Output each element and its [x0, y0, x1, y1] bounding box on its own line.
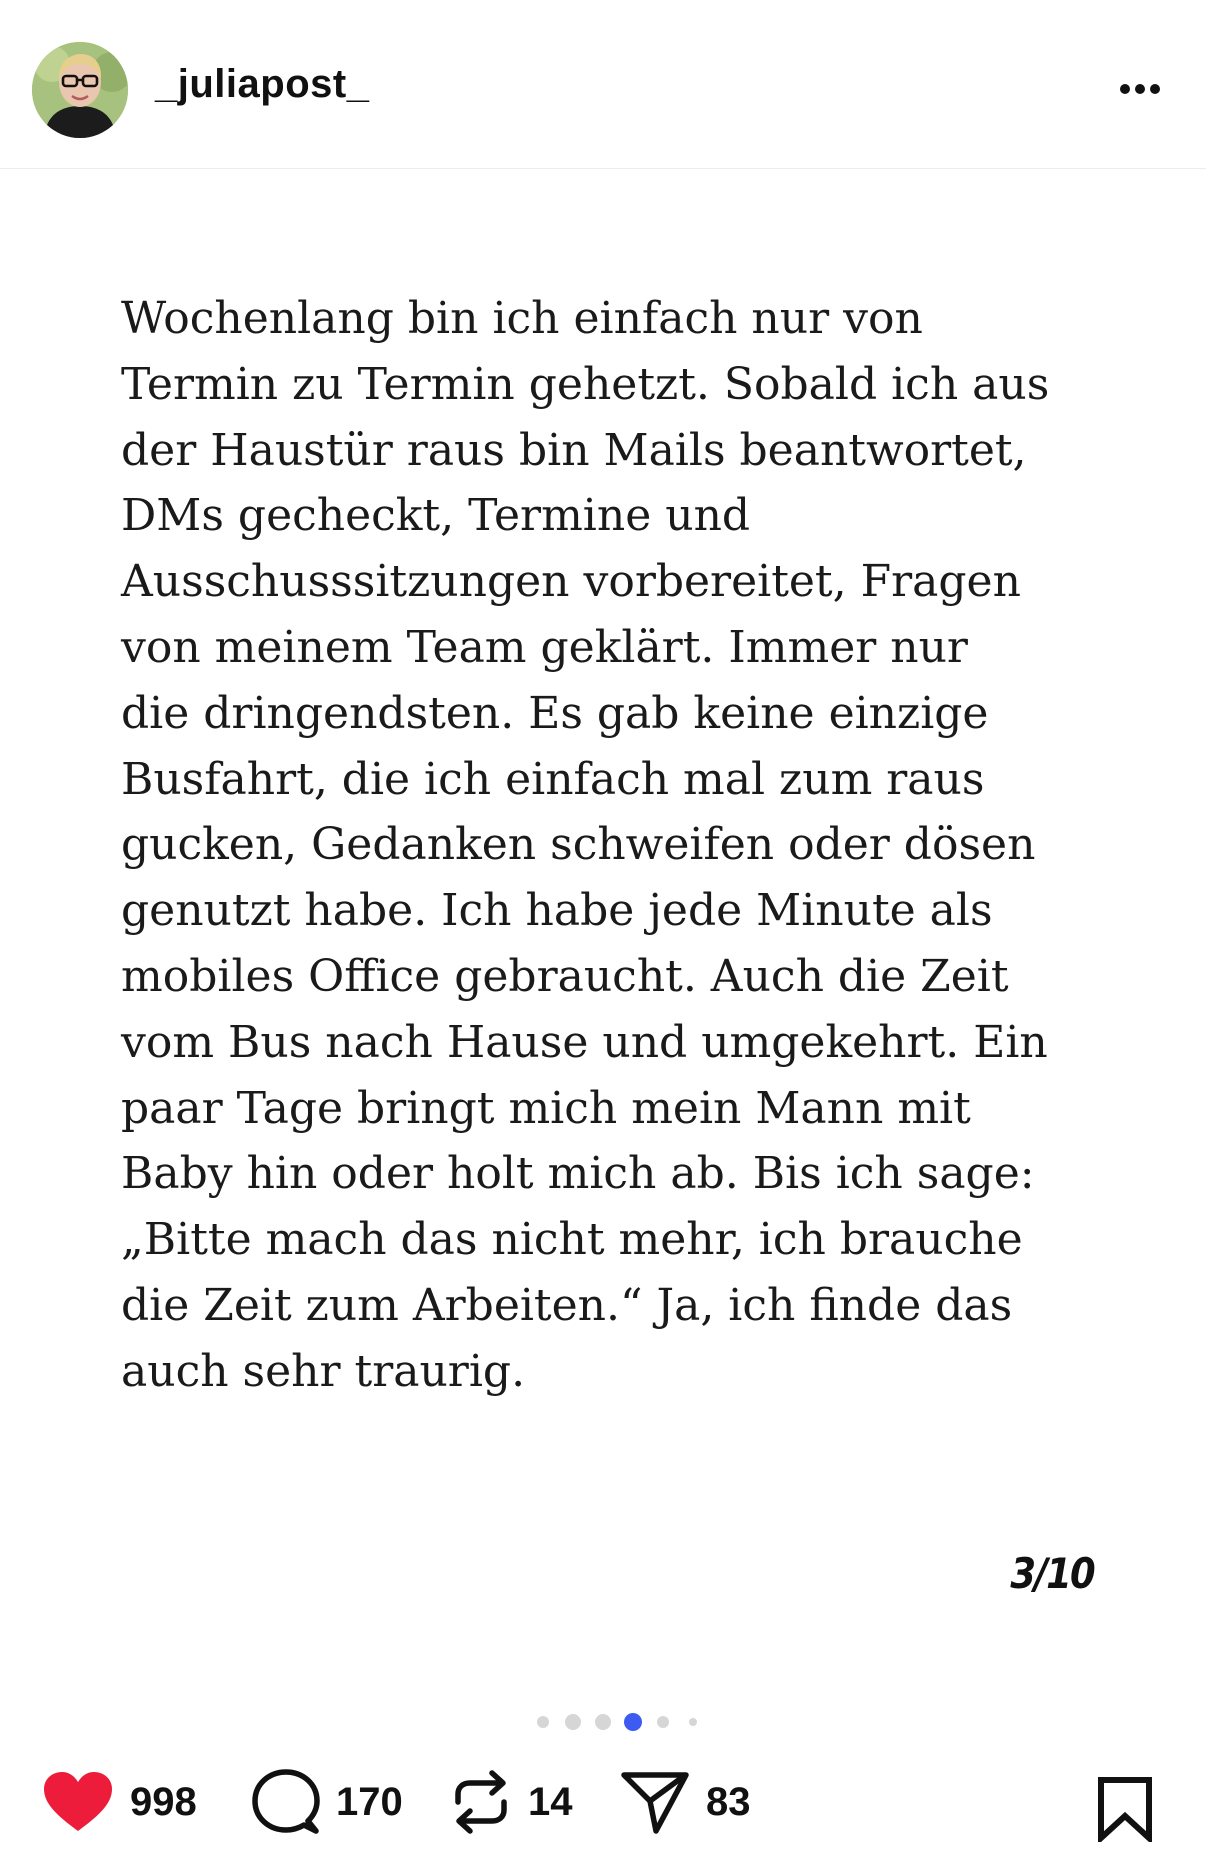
- paper-plane-icon: [620, 1769, 690, 1835]
- carousel-dot: [565, 1714, 581, 1730]
- share-count: 83: [706, 1779, 751, 1824]
- post-text-line: Baby hin oder holt mich ab. Bis ich sage:: [121, 1148, 1035, 1200]
- post-text-line: gucken, Gedanken schweifen oder dösen: [121, 819, 1036, 871]
- save-button[interactable]: [1096, 1776, 1154, 1847]
- post-text-line: genutzt habe. Ich habe jede Minute als: [121, 885, 993, 937]
- carousel-dot: [595, 1714, 611, 1730]
- post-text: [121, 286, 1111, 1405]
- post-text-line: von meinem Team geklärt. Immer nur: [121, 621, 968, 673]
- post-text-line: Wochenlang bin ich einfach nur von: [121, 293, 923, 344]
- post-text-line: die dringendsten. Es gab keine einzige: [121, 687, 989, 739]
- post-text-line: mobiles Office gebraucht. Auch die Zeit: [121, 950, 1009, 1002]
- page-indicator: 3/10: [1010, 1549, 1094, 1598]
- post-text-line: auch sehr traurig.: [121, 1345, 526, 1397]
- like-button[interactable]: [42, 1760, 197, 1844]
- like-count: 998: [130, 1779, 197, 1824]
- post-text-line: der Haustür raus bin Mails beantwortet,: [121, 424, 1027, 476]
- repost-count: 14: [528, 1779, 573, 1824]
- post-image[interactable]: [0, 169, 1206, 1659]
- carousel-dot-active: [624, 1713, 642, 1731]
- post-text-line: vom Bus nach Hause und umgekehrt. Ein: [121, 1016, 1048, 1068]
- post-text-line: paar Tage bringt mich mein Mann mit: [121, 1082, 971, 1134]
- speech-bubble-icon: [252, 1768, 320, 1836]
- share-button[interactable]: [620, 1760, 751, 1844]
- post-text-line: DMs gecheckt, Termine und: [121, 490, 751, 542]
- post-text-line: „Bitte mach das nicht mehr, ich brauche: [121, 1214, 1023, 1266]
- carousel-dot: [657, 1716, 669, 1728]
- post-text-line: Busfahrt, die ich einfach mal zum raus: [121, 753, 985, 805]
- post-text-line: die Zeit zum Arbeiten.“ Ja, ich finde das: [121, 1279, 1013, 1331]
- carousel-dot: [689, 1718, 697, 1726]
- carousel-dot: [537, 1716, 549, 1728]
- repost-arrows-icon: [450, 1768, 512, 1836]
- post-text-line: Termin zu Termin gehetzt. Sobald ich aus: [121, 358, 1050, 410]
- repost-button[interactable]: [450, 1760, 573, 1844]
- comment-count: 170: [336, 1779, 403, 1824]
- post-text-line: Ausschusssitzungen vorbereitet, Fragen: [121, 556, 1021, 608]
- username[interactable]: _juliapost_: [155, 62, 370, 106]
- heart-icon: [42, 1771, 114, 1833]
- comment-button[interactable]: [252, 1760, 403, 1844]
- more-dots-icon[interactable]: [1110, 74, 1170, 104]
- action-bar: [0, 1760, 1206, 1875]
- post-header: [0, 0, 1206, 169]
- bookmark-icon: [1096, 1776, 1154, 1842]
- avatar[interactable]: [32, 42, 128, 138]
- carousel-dots: [0, 1710, 1206, 1734]
